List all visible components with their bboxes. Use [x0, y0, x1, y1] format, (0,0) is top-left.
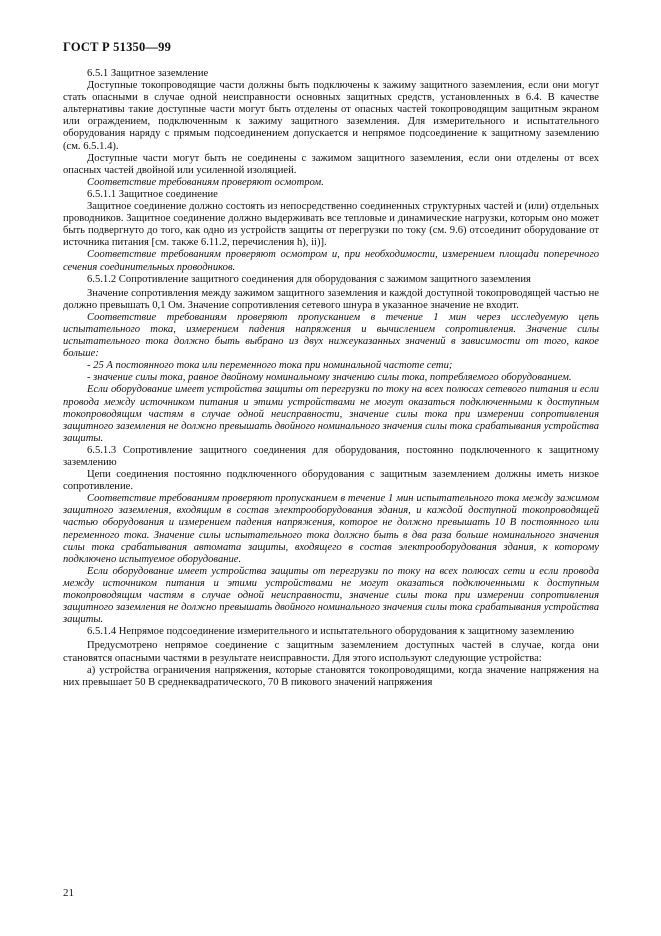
paragraph: 6.5.1.4 Непрямое подсоединение измерительного и испытательного оборудования к защитному заземлению: [87, 626, 575, 638]
document-page: [63, 40, 599, 689]
page-number: 21: [63, 887, 74, 899]
paragraph: Значение сопротивления между зажимом защитного заземления и каждой доступной токопроводящей частью не должно превышать 0,1 Ом. Значение сопротивления сетевого шнура в указанное значение не входит.: [63, 287, 599, 311]
paragraph: Предусмотрено непрямое соединение с защитным заземлением доступных частей в случае, когда они становятся опасными частями в результате неисправности. Для этого используют следующие устройства:: [63, 640, 599, 664]
paragraph: - значение силы тока, равное двойному номинальному значению силы тока, потребляемого оборудованием.: [87, 372, 572, 384]
paragraph: 6.5.1.2 Сопротивление защитного соединения для оборудования с зажимом защитного заземления: [87, 273, 531, 285]
body-text: [63, 68, 599, 689]
paragraph: Соответствие требованиям проверяют пропусканием в течение 1 мин испытательного тока между зажимом защитного заземления, входящим в состав электрооборудования здания, и каждой доступной токопроводящей частью оборудования и измерением падения напряжения, которое не должно превышать 10 В постоянного или переменного тока. Значение силы испытательного тока должно быть в два раза больше номинального значения силы тока срабатывания автомата защиты, входящего в состав электрооборудования здания, к которому подключено испытуемое оборудование.: [63, 493, 599, 565]
paragraph: 6.5.1 Защитное заземление: [87, 68, 209, 79]
paragraph: 6.5.1.1 Защитное соединение: [87, 188, 218, 200]
paragraph: Доступные части могут быть не соединены с зажимом защитного заземления, если они отделены от всех опасных частей двойной или усиленной изоляцией.: [63, 152, 599, 176]
paragraph: Соответствие требованиям проверяют пропусканием в течение 1 мин через исследуемую цепь испытательного тока, измерением падения напряжения и вычислением сопротивления. Значение силы испытательного тока должно быть выбрано из двух нижеуказанных значений в зависимости от того, какое больше:: [63, 311, 599, 360]
paragraph: Соответствие требованиям проверяют осмотром и, при необходимости, измерением площади поперечного сечения соединительных проводников.: [63, 249, 599, 273]
paragraph: Если оборудование имеет устройства защиты от перегрузки по току на всех полюсах сети и если провода между источником питания и этими устройствами не могут оказаться подключенными к доступным токопроводящим частям в случае одной неисправности, значение силы тока при измерении сопротивления защитного заземления не должно превышать двойного номинального значения силы тока срабатывания устройства защиты.: [63, 565, 599, 626]
paragraph: Цепи соединения постоянно подключенного оборудования с защитным заземлением должны иметь низкое сопротивление.: [63, 469, 599, 493]
standard-header: ГОСТ Р 51350—99: [63, 40, 172, 54]
paragraph: Соответствие требованиям проверяют осмотром.: [87, 176, 324, 188]
paragraph: 6.5.1.3 Сопротивление защитного соединения для оборудования, постоянно подключенного к защитному заземлению: [63, 444, 599, 468]
paragraph: Защитное соединение должно состоять из непосредственно соединенных структурных частей и (или) отдельных проводников. Защитное соединение должно выдерживать все тепловые и динамические нагрузки, которым оно может быть подвергнуто до того, как одно из устройств защиты от перегрузки по току (см. 9.6) отсоединит оборудование от источника питания [см. также 6.11.2, перечисления h), ii)].: [63, 201, 599, 249]
paragraph: Если оборудование имеет устройства защиты от перегрузки по току на всех полюсах сетевого питания и если провода между источником питания и этими устройствами не могут оказаться подключенными к доступным токопроводящим частям в случае одной неисправности, значение силы тока при измерении сопротивления защитного заземления не должно превышать двойного номинального значения силы тока срабатывания устройства защиты.: [63, 384, 599, 444]
paragraph: Доступные токопроводящие части должны быть подключены к зажиму защитного заземления, если они могут стать опасными в случае одной неисправности основных защитных средств, установленных в 6.4. В качестве альтернативы такие доступные части могут быть отделены от опасных частей токопроводящим защитным экраном или ограждением, подключенным к зажиму защитного заземления. Для измерительного и испытательного оборудования наряду с прямым подсоединением допускается и непрямое подсоединение к защитному заземлению (см. 6.5.1.4).: [63, 80, 599, 152]
paragraph: - 25 А постоянного тока или переменного тока при номинальной частоте сети;: [87, 360, 453, 372]
paragraph: а) устройства ограничения напряжения, которые становятся токопроводящими, когда значение напряжения на них превышает 50 В среднеквадратического, 70 В пикового значений напряжения: [63, 664, 599, 688]
